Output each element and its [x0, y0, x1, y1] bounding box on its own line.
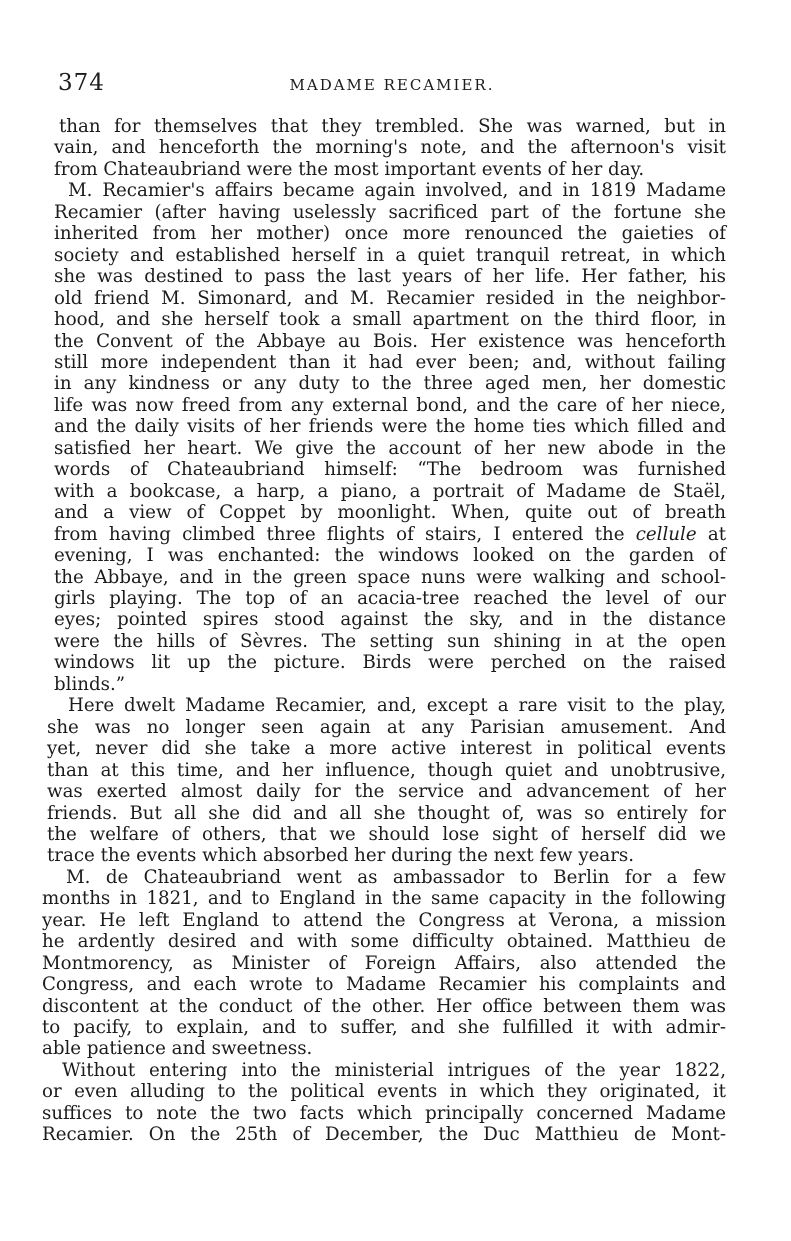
- page-number: 374: [58, 70, 105, 96]
- text-line: trace the events which absorbed her during the next few years.: [47, 845, 635, 867]
- text-line: suffices to note the two facts which principally concerned Madame: [42, 1102, 726, 1124]
- text-line: she was destined to pass the last years of her life. Her father, his: [54, 266, 726, 288]
- text-line: the Abbaye, and in the green space nuns were walking and school-: [54, 566, 726, 588]
- text-line: she was no longer seen again at any Parisian amusement. And: [47, 716, 726, 738]
- text-line: blinds.”: [54, 673, 126, 695]
- text-line: to pacify, to explain, and to suffer, and she fulfilled it with admir-: [42, 1017, 726, 1039]
- text-line: than at this time, and her influence, though quiet and unobtrusive,: [47, 759, 726, 781]
- text-line: evening, I was enchanted: the windows looked on the garden of: [54, 545, 726, 567]
- text-line: year. He left England to attend the Congress at Verona, a mission: [42, 909, 726, 931]
- text-line: the Convent of the Abbaye au Bois. Her existence was henceforth: [54, 330, 726, 352]
- text-line: with a bookcase, a harp, a piano, a portrait of Madame de Staël,: [54, 480, 726, 502]
- text-line: Without entering into the ministerial intrigues of the year 1822,: [62, 1059, 726, 1081]
- text-line: was exerted almost daily for the service and advancement of her: [47, 781, 726, 803]
- text-line: M. Recamier's affairs became again involved, and in 1819 Madame: [68, 180, 726, 202]
- text-line: or even alluding to the political events in which they originated, it: [42, 1081, 726, 1103]
- text-line: life was now freed from any external bond, and the care of her niece,: [54, 394, 726, 416]
- text-line: discontent at the conduct of the other. Her office between them was: [42, 995, 726, 1017]
- body-text: [42, 116, 726, 1146]
- text-line: than for themselves that they trembled. She was warned, but in: [59, 116, 726, 137]
- text-line: still more independent than it had ever been; and, without failing: [54, 351, 726, 373]
- text-line: able patience and sweetness.: [42, 1038, 313, 1060]
- text-line: months in 1821, and to England in the same capacity in the following: [42, 888, 726, 910]
- text-line: Montmorency, as Minister of Foreign Affairs, also attended the: [42, 952, 726, 974]
- text-line: and the daily visits of her friends were the home ties which filled and: [54, 416, 726, 438]
- page-header: [58, 70, 726, 98]
- text-line: in any kindness or any duty to the three aged men, her domestic: [54, 373, 726, 395]
- text-line: Congress, and each wrote to Madame Recamier his complaints and: [42, 974, 726, 996]
- text-line: hood, and she herself took a small apartment on the third floor, in: [54, 309, 726, 331]
- text-line: Here dwelt Madame Recamier, and, except a rare visit to the play,: [68, 695, 726, 717]
- text-line: eyes; pointed spires stood against the sky, and in the distance: [54, 609, 726, 631]
- running-title: MADAME RECAMIER.: [289, 76, 495, 94]
- text-line: society and established herself in a quiet tranquil retreat, in which: [54, 244, 726, 266]
- text-line: girls playing. The top of an acacia-tree reached the level of our: [54, 587, 726, 609]
- text-line: from having climbed three flights of stairs, I entered the cellule at: [54, 523, 726, 545]
- text-line: from Chateaubriand were the most important events of her day.: [54, 158, 645, 180]
- text-line: M. de Chateaubriand went as ambassador to Berlin for a few: [66, 866, 726, 888]
- text-line: were the hills of Sèvres. The setting sun shining in at the open: [54, 630, 726, 652]
- text-line: windows lit up the picture. Birds were perched on the raised: [54, 652, 726, 674]
- text-line: old friend M. Simonard, and M. Recamier resided in the neighbor-: [54, 287, 726, 309]
- text-line: he ardently desired and with some difficulty obtained. Matthieu de: [42, 931, 726, 953]
- text-line: the welfare of others, that we should lose sight of herself did we: [47, 823, 726, 845]
- italic-word: cellule: [635, 523, 697, 545]
- text-line: Recamier. On the 25th of December, the Duc Matthieu de Mont-: [42, 1124, 726, 1146]
- text-line: yet, never did she take a more active interest in political events: [47, 738, 726, 760]
- text-line: vain, and henceforth the morning's note, and the afternoon's visit: [54, 137, 726, 159]
- text-line: words of Chateaubriand himself: “The bedroom was furnished: [54, 459, 726, 481]
- text-line: Recamier (after having uselessly sacrificed part of the fortune she: [54, 201, 726, 223]
- text-line: satisfied her heart. We give the account of her new abode in the: [54, 437, 726, 459]
- text-line: inherited from her mother) once more renounced the gaieties of: [54, 223, 726, 245]
- text-line: friends. But all she did and all she thought of, was so entirely for: [47, 802, 726, 824]
- text-line: and a view of Coppet by moonlight. When, quite out of breath: [54, 502, 726, 524]
